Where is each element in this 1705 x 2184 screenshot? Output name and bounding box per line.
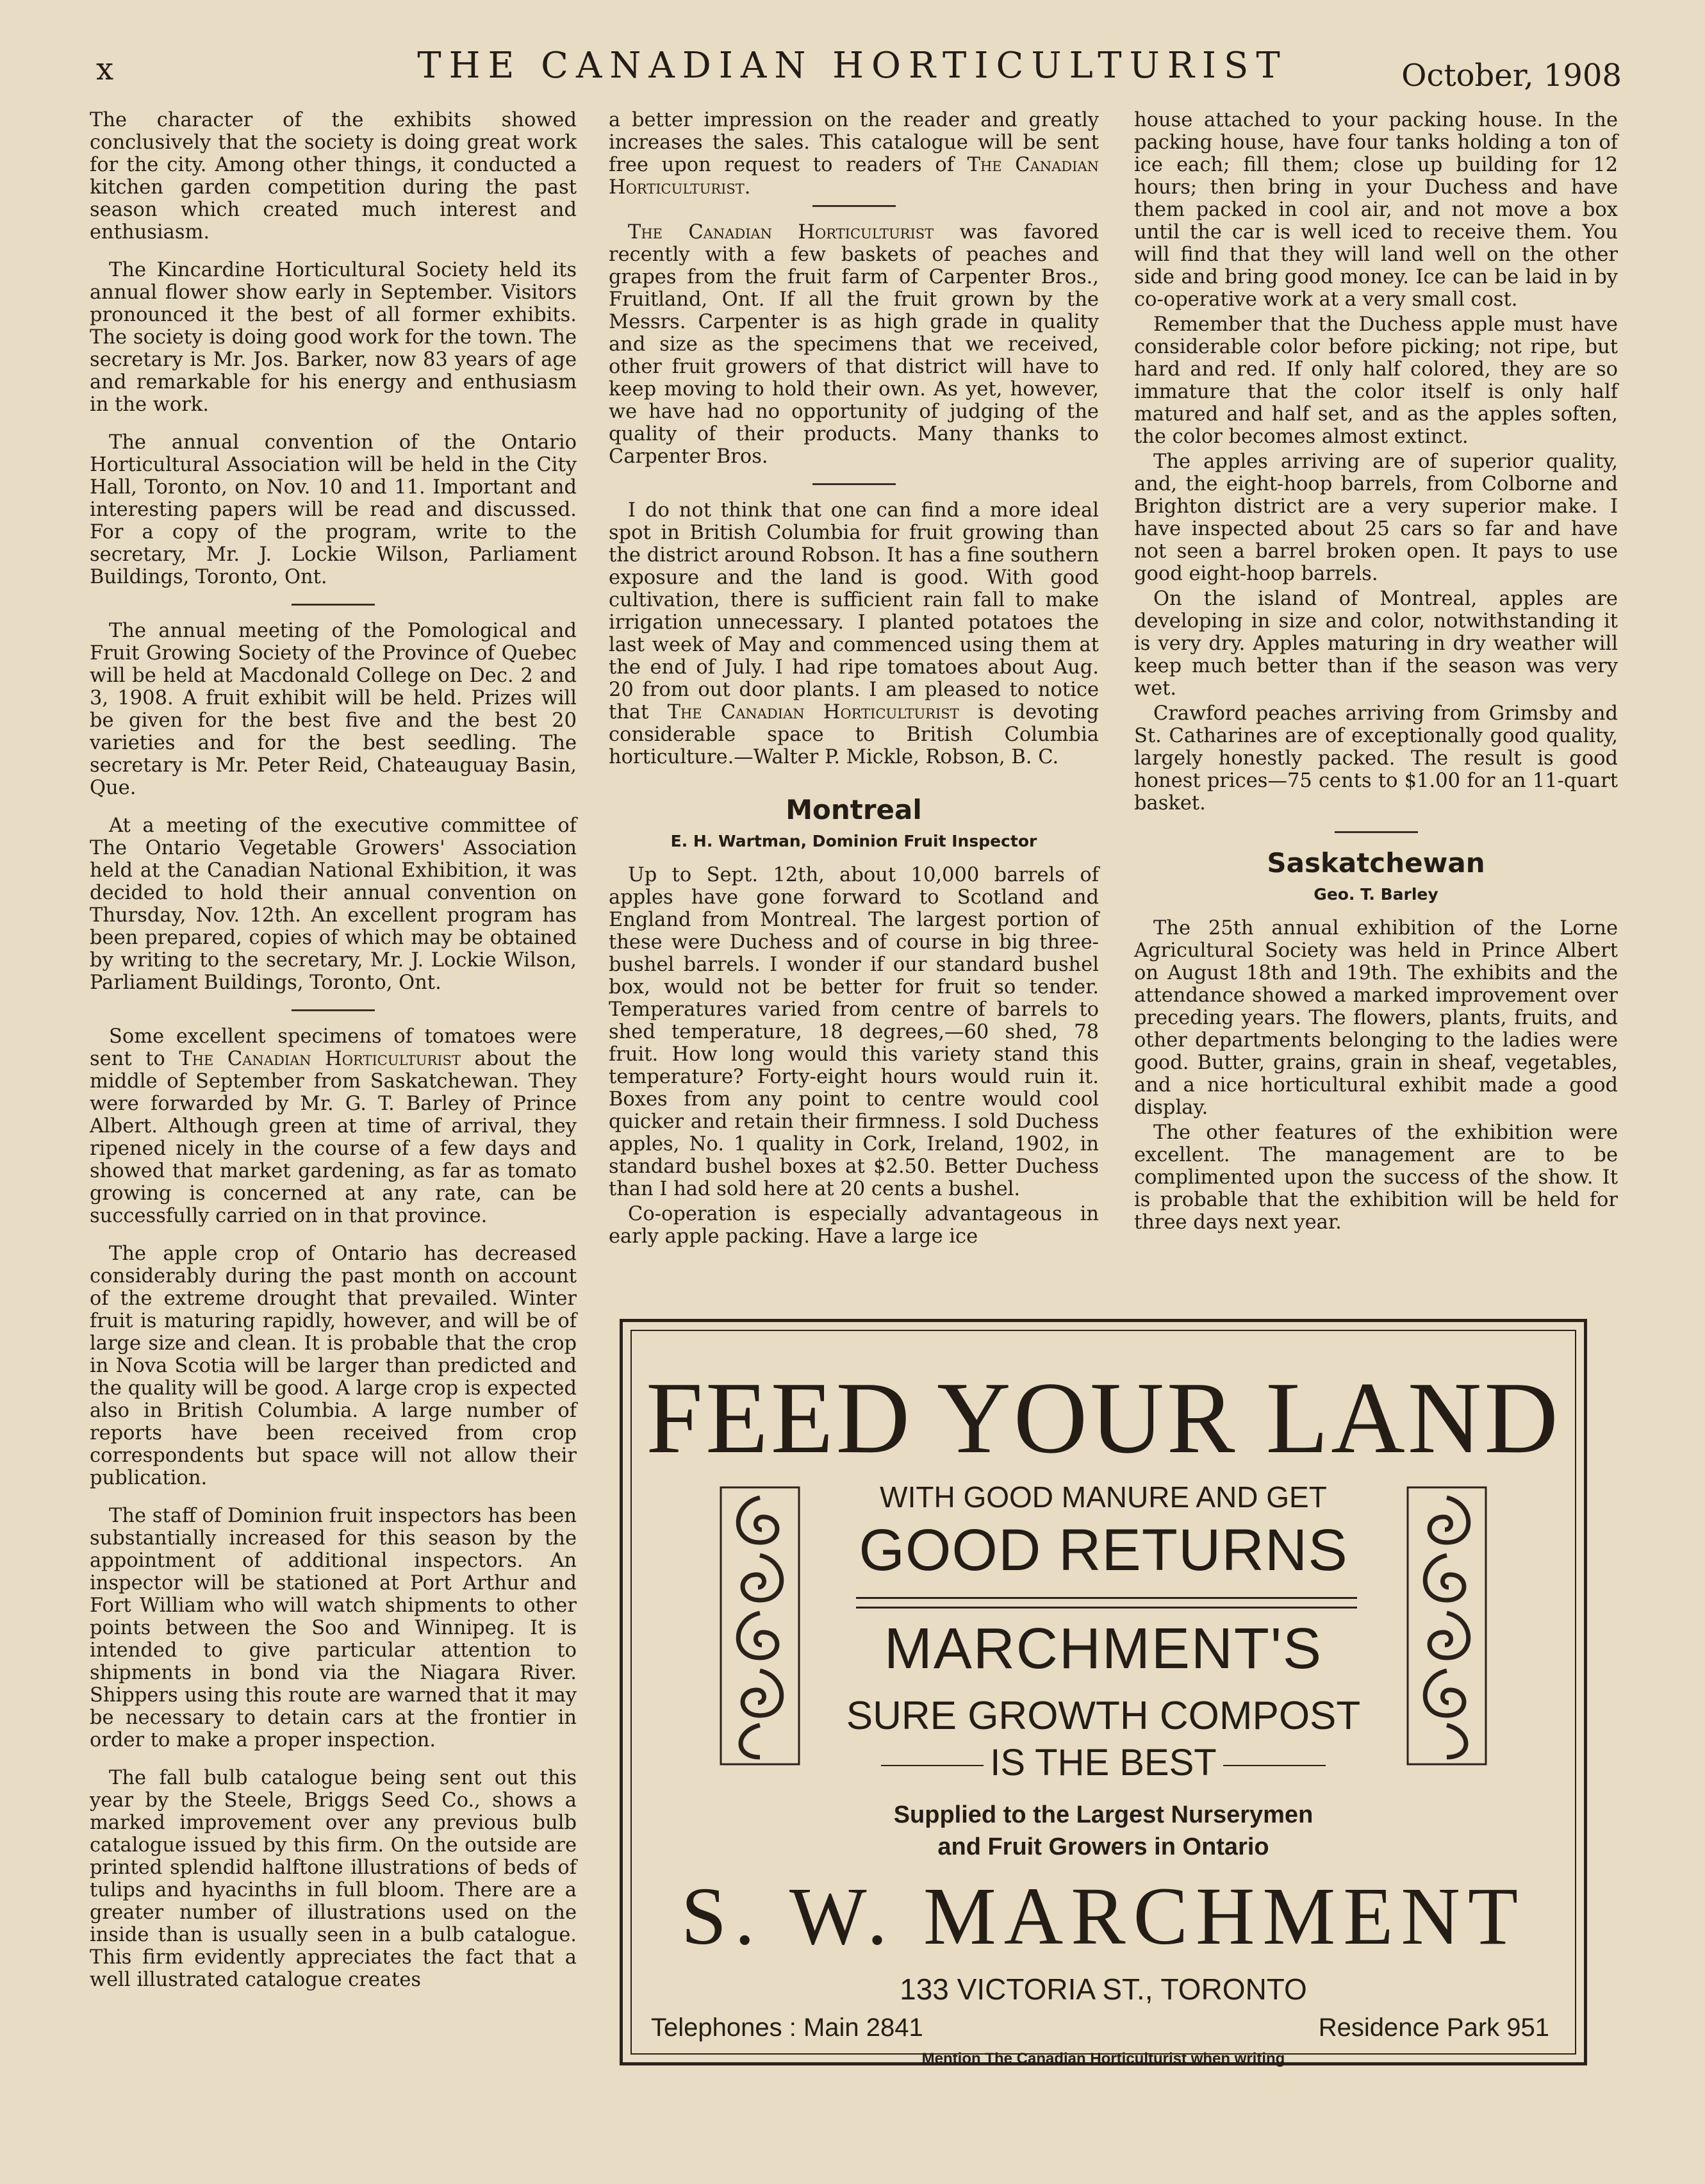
ad-address: 133 VICTORIA ST., TORONTO bbox=[900, 1973, 1307, 2006]
paragraph: house attached to your packing house. In the packing house, have four tanks holding a ton of ice each; fill them; close up building for 12 hours; then bring in your Duchess and have them packed in cool air, and not move a box until the car is well iced to receive them. You will find that they will land well on the other side and bring good money. Ice can be laid in by co-operative work at a very small cost. bbox=[1134, 109, 1618, 311]
magazine-name: The Canadian Horticulturist bbox=[179, 1048, 461, 1070]
issue-date: October, 1908 bbox=[1401, 58, 1622, 94]
ad-supplied-2: and Fruit Growers in Ontario bbox=[937, 1833, 1269, 1860]
paragraph: The apple crop of Ontario has decreased considerably during the past month on account of the extreme drought that prevailed. Winter fruit is maturing rapidly, however, and will be of large size and clean. It is probable that the crop in Nova Scotia will be larger than predicted and the quality will be good. A large crop is expected also in British Columbia. A large number of reports have been received from crop correspondents but space will not allow their publication. bbox=[90, 1243, 577, 1489]
ad-phone-residence: Residence Park 951 bbox=[1318, 2014, 1549, 2042]
ad-best: IS THE BEST bbox=[990, 1742, 1217, 1783]
ad-advertiser-name: S. W. MARCHMENT bbox=[681, 1871, 1526, 1962]
ad-supplied-1: Supplied to the Largest Nurserymen bbox=[893, 1801, 1314, 1828]
ad-headline: FEED YOUR LAND bbox=[646, 1361, 1561, 1475]
paragraph bbox=[609, 109, 1099, 199]
paragraph: The other features of the exhibition were excellent. The management are to be complimented upon the success of the show. It is probable that the exhibition will be held for three days next year. bbox=[1134, 1121, 1618, 1234]
ad-supplied bbox=[632, 1799, 1575, 1863]
column-3 bbox=[1134, 109, 1618, 1236]
ad-product: SURE GROWTH COMPOST bbox=[846, 1694, 1361, 1738]
paragraph: Co-operation is especially advantageous in early apple packing. Have a large ice bbox=[609, 1203, 1099, 1248]
paragraph: The annual convention of the Ontario Horticultural Association will be held in the City Hall, Toronto, on Nov. 10 and 11. Important and interesting papers will be read and discussed. For a copy of the program, write to the secretary, Mr. J. Lockie Wilson, Parliament Buildings, Toronto, Ont. bbox=[90, 431, 577, 588]
divider bbox=[812, 205, 896, 207]
divider bbox=[812, 483, 896, 485]
text-run: . bbox=[744, 176, 751, 199]
scroll-ornament-icon bbox=[718, 1485, 802, 1767]
paragraph: The character of the exhibits showed conclusively that the society is doing great work for the city. Among other things, it conducted a kitchen garden competition during the past season which created much interest and enthusiasm. bbox=[90, 109, 577, 244]
byline: Geo. T. Barley bbox=[1314, 885, 1438, 904]
double-rule bbox=[856, 1597, 1357, 1609]
divider bbox=[292, 1009, 375, 1011]
paragraph: The Kincardine Horticultural Society held its annual flower show early in September. Visitors pronounced it the best of all former exhibits. The society is doing good work for the town. The secretary is Mr. Jos. Barker, now 83 years of age and remarkable for his energy and enthusiasm in the work. bbox=[90, 259, 577, 416]
advertisement-frame bbox=[630, 1330, 1576, 2067]
divider bbox=[292, 604, 375, 606]
page-number: x bbox=[96, 51, 114, 87]
column-2 bbox=[609, 109, 1099, 1250]
divider bbox=[1335, 831, 1418, 833]
ad-phone-main: Telephones : Main 2841 bbox=[651, 2014, 923, 2042]
magazine-name: The Canadian Horticulturist bbox=[667, 701, 959, 724]
paragraph: The 25th annual exhibition of the Lorne Agricultural Society was held in Prince Albert on August 18th and 19th. The exhibits and the attendance showed a marked improvement over preceding years. The flowers, plants, fruits, and other departments belonging to the ladies were good. Butter, grains, grain in sheaf, vegetables, and a nice horticultural exhibit made a good display. bbox=[1134, 917, 1618, 1119]
section-heading-montreal: Montreal bbox=[786, 794, 922, 825]
paragraph: At a meeting of the executive committee of The Ontario Vegetable Growers' Association held at the Canadian National Exhibition, it was decided to hold their annual convention on Thursday, Nov. 12th. An excellent program has been prepared, copies of which may be obtained by writing to the secretary, Mr. J. Lockie Wilson, Parliament Buildings, Toronto, Ont. bbox=[90, 815, 577, 994]
advertisement bbox=[620, 1319, 1587, 2065]
paragraph: Crawford peaches arriving from Grimsby and St. Catharines are of exceptionally good quality, largely honestly packed. The result is good honest prices—75 cents to $1.00 for an 11-quart basket. bbox=[1134, 702, 1618, 815]
magazine-name: The Canadian Horticulturist bbox=[628, 221, 934, 244]
paragraph: The fall bulb catalogue being sent out this year by the Steele, Briggs Seed Co., shows a marked improvement over any previous bulb catalogue issued by this firm. On the outside are printed splendid halftone illustrations of beds of tulips and hyacinths in full bloom. There are a greater number of illustrations used on the inside than is usually seen in a bulb catalogue. This firm evidently appreciates the fact that a well illustrated catalogue creates bbox=[90, 1767, 577, 1991]
paragraph bbox=[609, 221, 1099, 468]
rule-left bbox=[881, 1765, 984, 1766]
paragraph bbox=[90, 1025, 577, 1227]
text-run: Some excellent specimens of tomatoes were sent to bbox=[90, 1025, 577, 1070]
ad-subhead: WITH GOOD MANURE AND GET bbox=[880, 1480, 1327, 1514]
column-1 bbox=[90, 109, 577, 2006]
text-run: is devoting considerable space to British Columbia horticulture.—Walter P. Mickle, Robson, B. C. bbox=[609, 701, 1099, 768]
masthead: THE CANADIAN HORTICULTURIST bbox=[417, 45, 1288, 87]
text-run: about the middle of September from Saskatchewan. They were forwarded by Mr. G. T. Barley of Prince Albert. Although green at time of arrival, they ripened nicely in the course of a few days and showed that market gardening, as far as tomato growing is concerned at any rate, can be successfully carried on in that province. bbox=[90, 1048, 577, 1227]
magazine-name: The Canadian Horticulturist bbox=[609, 154, 1099, 199]
scroll-ornament-icon bbox=[1405, 1485, 1488, 1767]
paragraph: On the island of Montreal, apples are developing in size and color, notwithstanding it is very dry. Apples maturing in dry weather will keep much better than if the season was very wet. bbox=[1134, 588, 1618, 700]
ad-brand: MARCHMENT'S bbox=[884, 1617, 1323, 1681]
rule-right bbox=[1223, 1765, 1326, 1766]
byline: E. H. Wartman, Dominion Fruit Inspector bbox=[670, 832, 1037, 850]
ad-good-returns: GOOD RETURNS bbox=[859, 1518, 1348, 1583]
paragraph: Remember that the Duchess apple must have considerable color before picking; not ripe, but hard and red. If only half colored, they are so immature that the color itself is only half matured and half set, and as the apples soften, the color becomes almost extinct. bbox=[1134, 313, 1618, 448]
paragraph: The annual meeting of the Pomological and Fruit Growing Society of the Province of Quebec will be held at Macdonald College on Dec. 2 and 3, 1908. A fruit exhibit will be held. Prizes will be given for the best five and the best 20 varieties and for the best seedling. The secretary is Mr. Peter Reid, Chateauguay Basin, Que. bbox=[90, 620, 577, 799]
ad-mention-note: Mention The Canadian Horticulturist when writing bbox=[921, 2050, 1285, 2067]
paragraph: The apples arriving are of superior quality, and, the eight-hoop barrels, from Colborne and Brighton district are a very superior make. I have inspected about 25 cars so far and have not seen a barrel broken open. It pays to use good eight-hoop barrels. bbox=[1134, 451, 1618, 585]
text-run: a better impression on the reader and greatly increases the sales. This catalogue will be sent free upon request to readers of bbox=[609, 109, 1099, 176]
section-heading-saskatchewan: Saskatchewan bbox=[1267, 847, 1485, 879]
paragraph: The staff of Dominion fruit inspectors has been substantially increased for this season by the appointment of additional inspectors. An inspector will be stationed at Port Arthur and Fort William who will watch shipments to other points between the Soo and Winnipeg. It is intended to give particular attention to shipments in bond via the Niagara River. Shippers using this route are warned that it may be necessary to detain cars at the frontier in order to make a proper inspection. bbox=[90, 1505, 577, 1751]
page-header bbox=[0, 38, 1705, 103]
paragraph bbox=[609, 499, 1099, 768]
text-run: I do not think that one can find a more ideal spot in British Columbia for fruit growing than the district around Robson. It has a fine southern exposure and the land is good. With good cultivation, there is sufficient rain fall to make irrigation unnecessary. I planted potatoes the last week of May and commenced using them at the end of July. I had ripe tomatoes about Aug. 20 from out door plants. I am pleased to notice that bbox=[609, 499, 1099, 724]
paragraph: Up to Sept. 12th, about 10,000 barrels of apples have gone forward to Scotland and England from Montreal. The largest portion of these were Duchess and of course in big three-bushel barrels. I wonder if our standard bushel box, would not be better for fruit so tender. Temperatures varied from centre of barrels to shed temperature, 18 degrees,—60 shed, 78 fruit. How long would this variety stand this temperature? Forty-eight hours would ruin it. Boxes from any point to centre would cool quicker and retain their firmness. I sold Duchess apples, No. 1 quality in Cork, Ireland, 1902, in standard bushel boxes at $2.50. Better Duchess than I had sold here at 20 cents a bushel. bbox=[609, 864, 1099, 1200]
text-run: was favored recently with a few baskets of peaches and grapes from the fruit farm of Carpenter Bros., Fruitland, Ont. If all the fruit grown by the Messrs. Carpenter is as high grade in quality and size as the specimens that we received, other fruit growers of that district will have to keep moving to hold their own. As yet, however, we have had no opportunity of judging of the quality of their products. Many thanks to Carpenter Bros. bbox=[609, 221, 1099, 468]
